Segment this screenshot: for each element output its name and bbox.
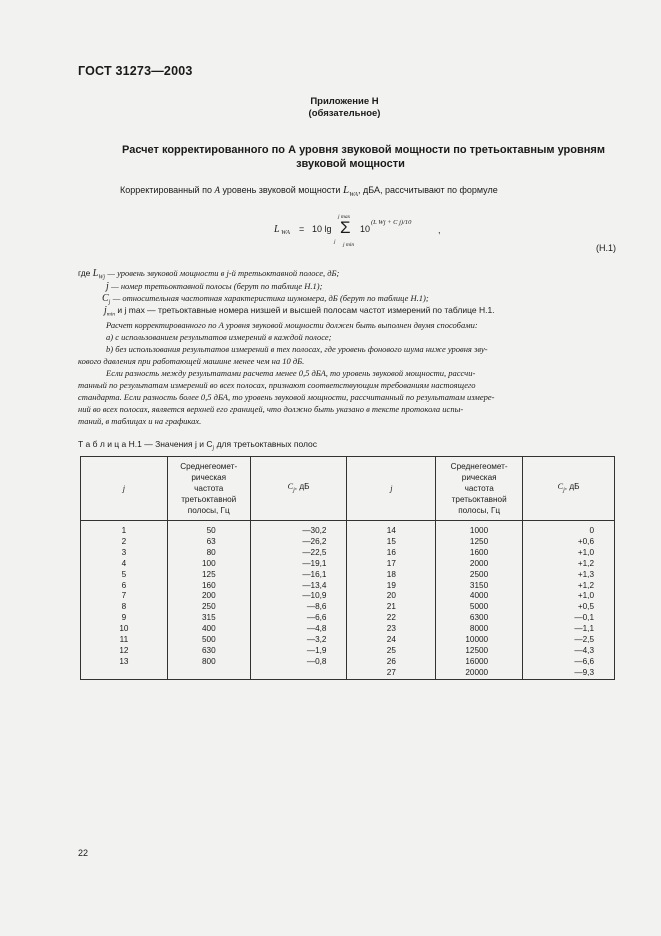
cell-j: 22 — [347, 613, 436, 624]
col-header-frequency-right: Среднегеомет- рическая частота третьоктавной полосы, Гц — [436, 457, 523, 521]
cell-cj: +1,2 — [523, 581, 615, 592]
cell-frequency: 80 — [167, 548, 250, 559]
cell-cj: —26,2 — [250, 537, 347, 548]
cell-j: 1 — [81, 521, 168, 537]
paragraph-difference-line4: ний во всех полосах, является верхней его границей, что должно быть указано в тексте протокола испы- — [78, 404, 464, 414]
cell-frequency: 12500 — [436, 646, 523, 657]
table-row — [81, 657, 615, 668]
table-row — [81, 548, 615, 559]
cell-j: 26 — [347, 657, 436, 668]
cell-frequency: 315 — [167, 613, 250, 624]
cell-frequency: 125 — [167, 570, 250, 581]
cell-frequency: 1000 — [436, 521, 523, 537]
cell-frequency: 500 — [167, 635, 250, 646]
definition-j: j — номер третьоктавной полосы (берут по таблице Н.1); — [106, 281, 323, 292]
cell-cj: —22,5 — [250, 548, 347, 559]
cell-cj: —4,8 — [250, 624, 347, 635]
cell-frequency: 2500 — [436, 570, 523, 581]
cell-cj: +1,0 — [523, 591, 615, 602]
paragraph-methods: Расчет корректированного по А уровня звуковой мощности должен быть выполнен двумя способами: — [106, 320, 478, 330]
cell-j: 17 — [347, 559, 436, 570]
cell-frequency: 400 — [167, 624, 250, 635]
cell-frequency: 630 — [167, 646, 250, 657]
paragraph-difference-line3: стандарта. Если разность более 0,5 дБА, то уровень звуковой мощности, рассчитанный по результатам измере- — [78, 392, 495, 402]
cell-frequency: 3150 — [436, 581, 523, 592]
cell-frequency: 200 — [167, 591, 250, 602]
cell-j: 20 — [347, 591, 436, 602]
cell-j — [81, 668, 168, 679]
cell-frequency: 8000 — [436, 624, 523, 635]
table-row — [81, 591, 615, 602]
cell-cj: —6,6 — [250, 613, 347, 624]
definition-lwj: где $L_{Wj}$ — уровень звуковой мощности в j-й третьоктавной полосе, дБ; — [78, 268, 340, 281]
cell-j: 25 — [347, 646, 436, 657]
table-header-row — [81, 457, 615, 521]
cell-cj: —1,9 — [250, 646, 347, 657]
paragraph-method-b-line1: b) без использования результатов измерений в тех полосах, где уровень фонового шума ниже уровня зву- — [106, 344, 488, 354]
cell-cj: —9,3 — [523, 668, 615, 679]
cell-cj: —4,3 — [523, 646, 615, 657]
cell-frequency: 100 — [167, 559, 250, 570]
table-row — [81, 581, 615, 592]
cell-cj: —8,6 — [250, 602, 347, 613]
appendix-title: Приложение Н — [310, 96, 379, 107]
cell-j: 4 — [81, 559, 168, 570]
table-row — [81, 635, 615, 646]
cell-cj: —3,2 — [250, 635, 347, 646]
cell-j: 18 — [347, 570, 436, 581]
cell-cj: —6,6 — [523, 657, 615, 668]
cell-j: 10 — [81, 624, 168, 635]
cell-j: 24 — [347, 635, 436, 646]
cell-frequency: 250 — [167, 602, 250, 613]
cell-j: 8 — [81, 602, 168, 613]
cell-cj: 0 — [523, 521, 615, 537]
cell-frequency: 10000 — [436, 635, 523, 646]
appendix-subtitle: (обязательное) — [308, 108, 381, 119]
cell-frequency: 2000 — [436, 559, 523, 570]
table-caption: Т а б л и ц а Н.1 — Значения j и $C_j$ для третьоктавных полос — [78, 439, 318, 452]
intro-sentence: Корректированный по А уровень звуковой мощности $L_{WA}$, дБА, рассчитывают по формуле — [120, 184, 498, 198]
definition-jmin-jmax: $j_{min}$ и j max — третьоктавные номера низшей и высшей полосам частот измерений по таблице Н.1. — [104, 305, 495, 318]
equation-number: (Н.1) — [596, 243, 616, 253]
col-header-j-right: j — [347, 457, 436, 521]
table-row — [81, 613, 615, 624]
cell-j: 14 — [347, 521, 436, 537]
cell-j: 21 — [347, 602, 436, 613]
table-row — [81, 559, 615, 570]
standard-number: ГОСТ 31273—2003 — [78, 64, 193, 78]
cell-cj: —16,1 — [250, 570, 347, 581]
cell-j: 11 — [81, 635, 168, 646]
definition-cj: $C_j$ — относительная частотная характеристика шумомера, дБ (берут по таблице Н.1); — [102, 293, 429, 306]
cell-cj: —10,9 — [250, 591, 347, 602]
col-header-frequency-left: Среднегеомет- рическая частота третьоктавной полосы, Гц — [167, 457, 250, 521]
section-heading-line1: Расчет корректированного по А уровня звуковой мощности по третьоктавным уровням — [122, 144, 605, 156]
table-row — [81, 521, 615, 537]
cell-cj: —0,8 — [250, 657, 347, 668]
cell-cj: +0,5 — [523, 602, 615, 613]
table-row — [81, 646, 615, 657]
cell-frequency: 63 — [167, 537, 250, 548]
cell-j: 7 — [81, 591, 168, 602]
paragraph-difference-line1: Если разность между результатами расчета менее 0,5 дБА, то уровень звуковой мощности, рассчи- — [106, 368, 476, 378]
table-row — [81, 602, 615, 613]
cell-cj — [250, 668, 347, 679]
cell-frequency: 50 — [167, 521, 250, 537]
cell-j: 12 — [81, 646, 168, 657]
cell-cj: —1,1 — [523, 624, 615, 635]
paragraph-method-b-line2: кового давления при работающей машине менее чем на 10 дБ. — [78, 356, 305, 366]
cell-frequency: 20000 — [436, 668, 523, 679]
cell-cj: +1,0 — [523, 548, 615, 559]
paragraph-method-a: а) с использованием результатов измерений в каждой полосе; — [106, 332, 332, 342]
cell-j: 15 — [347, 537, 436, 548]
cell-cj: +1,3 — [523, 570, 615, 581]
cell-cj: +0,6 — [523, 537, 615, 548]
cell-frequency: 5000 — [436, 602, 523, 613]
cell-frequency: 1600 — [436, 548, 523, 559]
cell-j: 16 — [347, 548, 436, 559]
cell-frequency: 4000 — [436, 591, 523, 602]
cell-frequency: 6300 — [436, 613, 523, 624]
page-number: 22 — [78, 848, 89, 858]
cell-cj: —30,2 — [250, 521, 347, 537]
cell-j: 13 — [81, 657, 168, 668]
formula-h1: L WA = 10 lg j max Σ j j min 10 (L Wj + C j)/10 , — [274, 214, 441, 248]
cell-cj: +1,2 — [523, 559, 615, 570]
paragraph-difference-line5: таний, в таблицах и на графиках. — [78, 416, 202, 426]
table-row — [81, 668, 615, 679]
table-row — [81, 624, 615, 635]
col-header-cj-right: $C_j$, дБ — [523, 457, 615, 521]
cell-j: 27 — [347, 668, 436, 679]
cell-cj: —19,1 — [250, 559, 347, 570]
cell-frequency: 800 — [167, 657, 250, 668]
table-h1 — [80, 456, 615, 680]
section-heading-line2: звуковой мощности — [296, 158, 405, 170]
cell-j: 3 — [81, 548, 168, 559]
cell-cj: —2,5 — [523, 635, 615, 646]
col-header-j-left: j — [81, 457, 168, 521]
table-row — [81, 537, 615, 548]
cell-j: 23 — [347, 624, 436, 635]
cell-cj: —0,1 — [523, 613, 615, 624]
cell-j: 5 — [81, 570, 168, 581]
cell-frequency — [167, 668, 250, 679]
cell-j: 2 — [81, 537, 168, 548]
cell-frequency: 16000 — [436, 657, 523, 668]
cell-j: 19 — [347, 581, 436, 592]
paragraph-difference-line2: танный по результатам измерений во всех полосах, признают соответствующим требованиям настоящего — [78, 380, 476, 390]
table-row — [81, 570, 615, 581]
cell-frequency: 1250 — [436, 537, 523, 548]
col-header-cj-left: $C_j$, дБ — [250, 457, 347, 521]
cell-cj: —13,4 — [250, 581, 347, 592]
cell-frequency: 160 — [167, 581, 250, 592]
cell-j: 9 — [81, 613, 168, 624]
cell-j: 6 — [81, 581, 168, 592]
